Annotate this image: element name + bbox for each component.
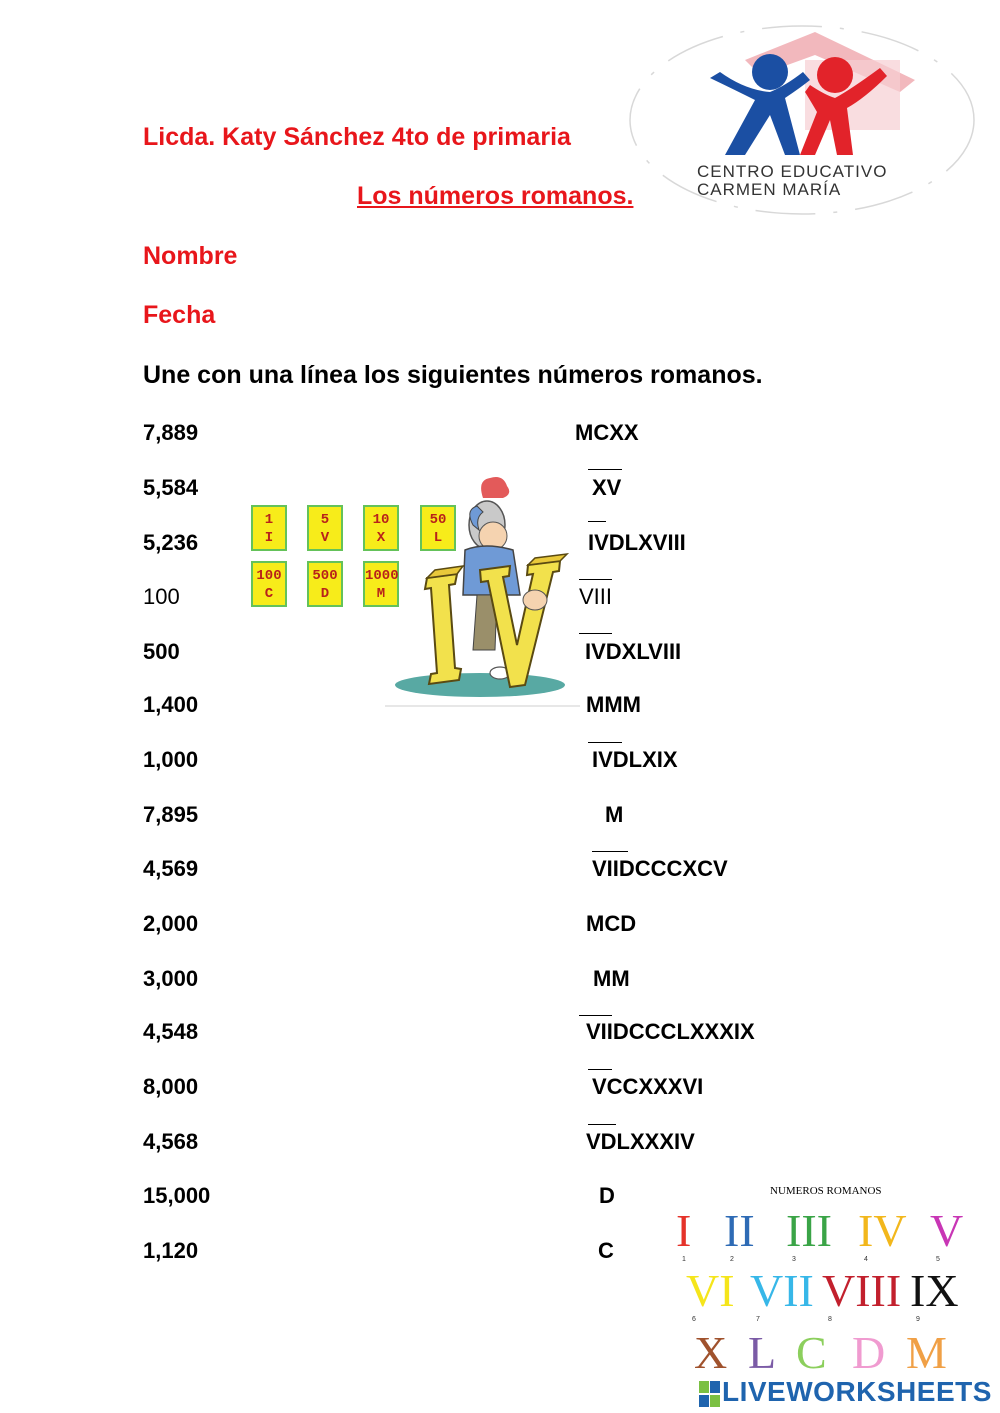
tile-value: 500	[312, 568, 338, 584]
roman-glyph: II	[724, 1205, 755, 1256]
roman-glyph: IV	[858, 1205, 907, 1256]
name-label: Nombre	[143, 242, 238, 270]
number-item: 7,889	[143, 420, 199, 445]
roman-item: MCXX	[575, 420, 639, 445]
number-item: 7,895	[143, 802, 199, 827]
roman-glyph: X	[694, 1327, 728, 1378]
roman-item: M	[605, 802, 624, 827]
roman-item: VDLXXXIV	[586, 1129, 695, 1154]
roman-glyph: M	[906, 1327, 947, 1378]
overline	[588, 521, 606, 522]
overline	[592, 851, 628, 852]
roman-tile[interactable]	[307, 505, 343, 551]
roman-item: MM	[593, 966, 630, 991]
roman-item: IVDXLVIII	[585, 639, 682, 664]
roman-glyph: VIII	[822, 1265, 902, 1316]
roman-glyph: III	[786, 1205, 832, 1256]
roman-glyph: V	[930, 1205, 964, 1256]
roman-item: IVDLXVIII	[588, 530, 686, 555]
roman-glyph: L	[748, 1327, 777, 1378]
tile-value: 5	[320, 512, 330, 528]
number-item: 8,000	[143, 1074, 199, 1099]
roman-item: VIIDCCCXCV	[592, 856, 728, 881]
tile-value: 50	[429, 512, 447, 528]
overline	[588, 1069, 612, 1070]
overline	[588, 469, 622, 470]
overline	[588, 1124, 616, 1125]
tile-letter: D	[320, 586, 330, 602]
roman-item: MCD	[586, 911, 637, 936]
logo-line1: CENTRO EDUCATIVO	[697, 162, 888, 181]
number-item: 4,569	[143, 856, 199, 881]
roman-glyph-value: 2	[730, 1256, 734, 1263]
roman-glyph-value: 8	[828, 1316, 832, 1323]
knight-illustration	[385, 470, 580, 710]
roman-tile[interactable]	[251, 505, 287, 551]
number-item: 100	[143, 584, 180, 609]
page-title: Los números romanos.	[357, 182, 634, 210]
overline	[588, 742, 622, 743]
tile-letter: V	[320, 530, 330, 546]
roman-glyph-value: 1	[682, 1256, 686, 1263]
logo-line2: CARMEN MARÍA	[697, 180, 842, 199]
teacher-line: Licda. Katy Sánchez 4to de primaria	[143, 123, 571, 151]
number-item: 500	[143, 639, 180, 664]
tile-letter: M	[376, 586, 386, 602]
overline	[579, 633, 612, 634]
number-item: 1,400	[143, 692, 199, 717]
roman-item: VCCXXXVI	[592, 1074, 704, 1099]
instruction: Une con una línea los siguientes números romanos.	[143, 361, 763, 389]
liveworksheets-watermark: LIVEWORKSHEETS	[722, 1376, 992, 1407]
number-item: 4,568	[143, 1129, 199, 1154]
number-item: 2,000	[143, 911, 199, 936]
tile-letter: I	[264, 530, 274, 546]
roman-item: VIIDCCCLXXXIX	[586, 1019, 755, 1044]
roman-item: IVDLXIX	[592, 747, 678, 772]
roman-item: D	[599, 1183, 615, 1208]
overline	[579, 1015, 612, 1016]
roman-glyph-value: 9	[916, 1316, 920, 1323]
number-item: 5,236	[143, 530, 199, 555]
roman-glyph-value: 7	[756, 1316, 760, 1323]
liveworksheets-logo-icon	[698, 1378, 722, 1410]
roman-item: XV	[592, 475, 622, 500]
number-item: 4,548	[143, 1019, 199, 1044]
chart-title: NUMEROS ROMANOS	[770, 1185, 882, 1197]
roman-item: VIII	[579, 584, 613, 609]
overline	[579, 579, 612, 580]
roman-glyph: VII	[750, 1265, 814, 1316]
roman-glyph-value: 6	[692, 1316, 696, 1323]
roman-tile[interactable]	[307, 561, 343, 607]
number-item: 3,000	[143, 966, 199, 991]
tile-value: 1000	[365, 568, 399, 584]
tile-letter: X	[376, 530, 386, 546]
tile-value: 10	[372, 512, 390, 528]
roman-glyph-value: 5	[936, 1256, 940, 1263]
roman-item: MMM	[586, 692, 641, 717]
tile-letter: L	[433, 530, 443, 546]
number-item: 1,120	[143, 1238, 199, 1263]
roman-glyph-value: 3	[792, 1256, 796, 1263]
tile-letter: C	[264, 586, 274, 602]
roman-glyph: C	[796, 1327, 827, 1378]
roman-glyph: D	[852, 1327, 886, 1378]
roman-tile[interactable]	[251, 561, 287, 607]
school-logo	[625, 20, 980, 220]
number-item: 1,000	[143, 747, 199, 772]
tile-value: 100	[256, 568, 282, 584]
roman-glyph-value: 4	[864, 1256, 868, 1263]
number-item: 5,584	[143, 475, 199, 500]
tile-value: 1	[264, 512, 274, 528]
date-label: Fecha	[143, 301, 216, 329]
roman-glyph: VI	[686, 1265, 735, 1316]
roman-glyph: IX	[910, 1265, 959, 1316]
roman-glyph: I	[676, 1205, 692, 1256]
number-item: 15,000	[143, 1183, 211, 1208]
roman-item: C	[598, 1238, 614, 1263]
